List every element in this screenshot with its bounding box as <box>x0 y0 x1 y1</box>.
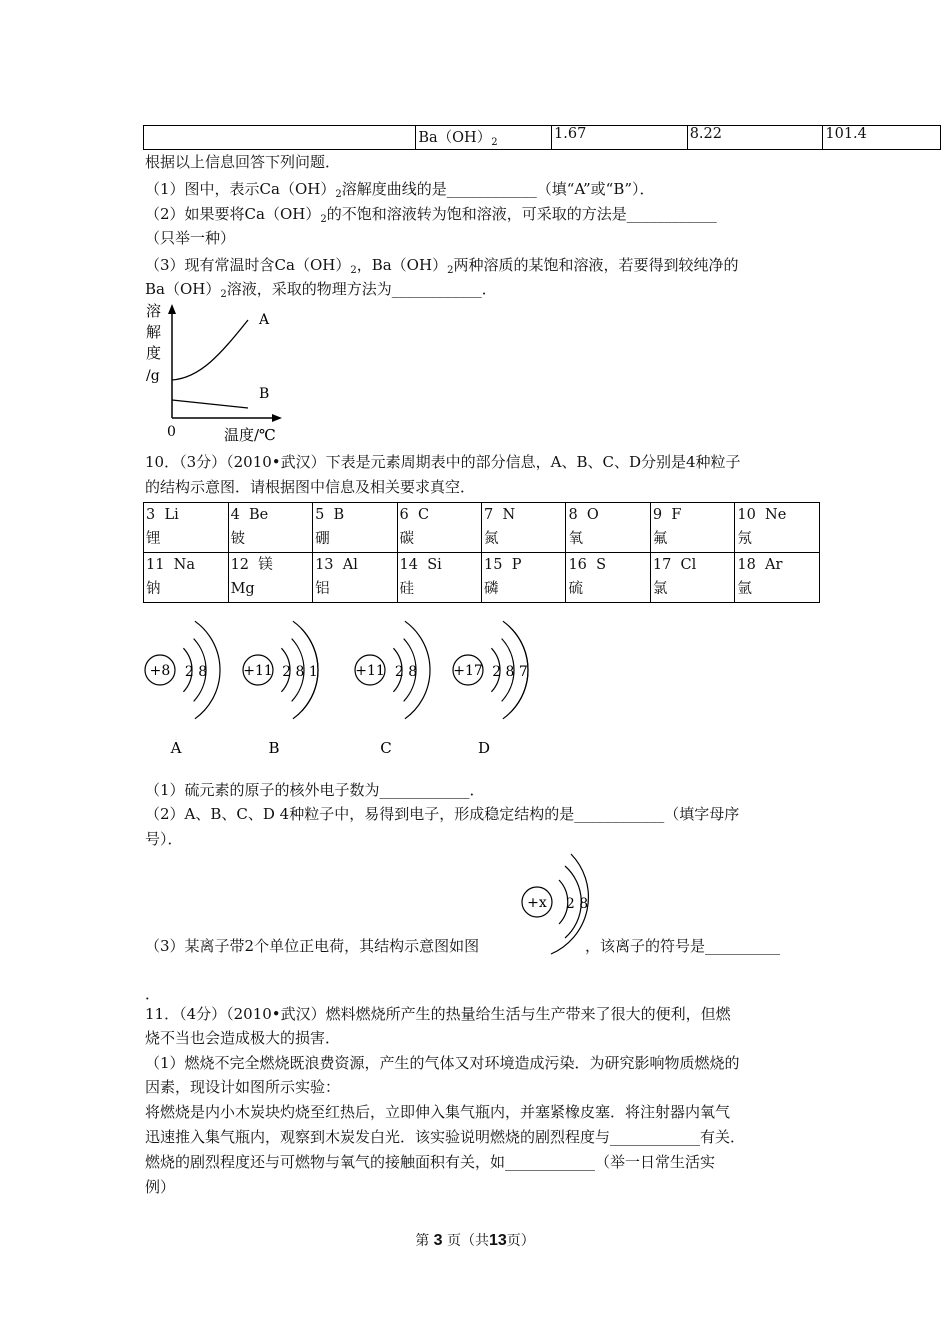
total-pages: 13 <box>489 1232 507 1249</box>
atom-nucleus-label: +17 <box>453 663 483 679</box>
atom-nucleus-label: +11 <box>243 663 273 679</box>
curve-b-label: B <box>259 386 270 402</box>
page-number: 3 <box>433 1232 443 1249</box>
element-name: 铝 <box>315 581 330 597</box>
footer-text: 页（共 <box>447 1233 489 1249</box>
atom-B <box>243 621 318 757</box>
y-label-char: /g <box>146 368 160 384</box>
q10-sub3-end: ． <box>145 985 161 1003</box>
element-cell <box>482 503 566 553</box>
q2-text: 的不饱和溶液转为饱和溶液，可采取的方法是____________ <box>326 205 717 223</box>
question-3 <box>145 256 738 280</box>
y-label-char: 溶 <box>146 302 162 320</box>
table-cell <box>144 126 416 150</box>
atom-label: B <box>268 739 280 757</box>
q3-text: 溶液，采取的物理方法为____________． <box>226 280 497 298</box>
question-2-note: （只举一种） <box>145 229 236 247</box>
q10-sub3: （3）某离子带2个单位正电荷，其结构示意图如图 <box>145 937 480 955</box>
question-1 <box>145 180 655 204</box>
element-number-symbol: 3 Li <box>146 507 179 523</box>
element-cell <box>650 553 735 603</box>
element-name: 碳 <box>399 531 415 547</box>
q10-line2: 的结构示意图．请根据图中信息及相关要求真空． <box>145 478 476 496</box>
element-cell <box>735 503 820 553</box>
q1-text: 溶解度曲线的是____________（填“A”或“B”）． <box>341 180 655 198</box>
element-name: 锂 <box>146 531 161 547</box>
element-number-symbol: 11 Na <box>146 557 196 573</box>
q11-line2: 烧不当也会造成极大的损害． <box>145 1029 341 1047</box>
atom-label: A <box>170 739 182 757</box>
origin-label: 0 <box>167 424 176 440</box>
curve-a <box>172 320 248 380</box>
element-number-symbol: 7 N <box>484 507 516 523</box>
element-number-symbol: 4 Be <box>230 507 269 523</box>
electron-counts: 2 8 1 <box>282 664 318 680</box>
atom-nucleus-label: +11 <box>355 663 385 679</box>
ion-electrons: 2 8 <box>565 896 589 912</box>
q3-text: Ba（OH） <box>145 280 221 298</box>
subscript: 2 <box>335 189 342 200</box>
atom-D <box>453 621 528 757</box>
q11-line6: 迅速推入集气瓶内，观察到木炭发白光．该实验说明燃烧的剧烈程度与____________有关． <box>145 1128 746 1146</box>
element-name: 氟 <box>652 531 668 547</box>
element-cell <box>482 553 566 603</box>
q10-line1: 10．（3分）（2010•武汉）下表是元素周期表中的部分信息，A、B、C、D分别是4种粒子 <box>145 453 741 471</box>
element-cell <box>650 503 735 553</box>
q2-text: （2）如果要将Ca（OH） <box>145 205 321 223</box>
footer-text: 第 <box>415 1233 430 1249</box>
element-cell <box>144 553 229 603</box>
y-axis-arrow <box>168 304 176 314</box>
page-footer <box>0 1230 950 1250</box>
element-cell <box>228 503 312 553</box>
table-cell: 1.67 <box>552 126 688 150</box>
curve-b <box>172 400 248 408</box>
q11-line8: 例） <box>145 1178 176 1196</box>
ion-nucleus-label: +x <box>527 895 547 911</box>
element-number-symbol: 16 S <box>568 557 607 573</box>
element-name: 铍 <box>230 531 246 547</box>
table-row <box>144 503 820 553</box>
electron-counts: 2 8 <box>184 664 208 680</box>
atom-C <box>355 621 430 757</box>
question-2 <box>145 205 717 229</box>
curve-a-label: A <box>259 312 270 328</box>
table-cell <box>416 126 552 150</box>
element-cell <box>144 503 229 553</box>
atom-diagrams <box>140 605 550 765</box>
q3-text: ，Ba（OH） <box>356 256 448 274</box>
element-number-symbol: 10 Ne <box>737 507 787 523</box>
element-cell <box>313 503 397 553</box>
q3-text: （3）现有常温时含Ca（OH） <box>145 256 351 274</box>
element-number-symbol: 9 F <box>652 507 682 523</box>
element-name: 氩 <box>737 581 752 597</box>
element-cell <box>735 553 820 603</box>
element-number-symbol: 18 Ar <box>737 557 783 573</box>
q11-line3: （1）燃烧不完全燃烧既浪费资源，产生的气体又对环境造成污染．为研究影响物质燃烧的 <box>145 1054 740 1072</box>
subscript: 2 <box>491 137 498 148</box>
q10-sub3-cont: ，该离子的符号是__________ <box>585 937 781 955</box>
element-cell <box>566 503 650 553</box>
subscript: 2 <box>350 265 357 276</box>
y-label-char: 解 <box>146 323 162 341</box>
y-label-char: 度 <box>146 344 162 362</box>
element-number-symbol: 12 镁 <box>230 557 273 573</box>
element-number-symbol: 8 O <box>568 507 599 523</box>
element-name: Mg <box>230 581 255 597</box>
element-name: 氮 <box>484 531 499 547</box>
cell-text: Ba（OH） <box>418 130 492 146</box>
subscript: 2 <box>220 289 227 300</box>
element-number-symbol: 15 P <box>484 557 522 573</box>
element-cell <box>397 553 481 603</box>
atom-nucleus-label: +8 <box>149 663 171 679</box>
element-name: 氯 <box>652 581 668 597</box>
element-number-symbol: 17 Cl <box>652 557 697 573</box>
element-cell <box>397 503 481 553</box>
periodic-table <box>143 502 820 603</box>
electron-counts: 2 8 7 <box>492 664 528 680</box>
q3-text: 两种溶质的某饱和溶液，若要得到较纯净的 <box>453 256 739 274</box>
atom-label: C <box>380 739 392 757</box>
q10-sub1: （1）硫元素的原子的核外电子数为____________． <box>145 781 485 799</box>
element-cell <box>566 553 650 603</box>
table-row <box>144 553 820 603</box>
electron-counts: 2 8 <box>394 664 418 680</box>
table-cell: 8.22 <box>687 126 823 150</box>
subscript: 2 <box>447 265 454 276</box>
element-cell <box>313 553 397 603</box>
atom-A <box>145 621 220 757</box>
solubility-graph <box>140 300 290 445</box>
q11-line1: 11．（4分）（2010•武汉）燃料燃烧所产生的热量给生活与生产带来了很大的便利，但燃 <box>145 1005 731 1023</box>
element-name: 硅 <box>399 581 415 597</box>
q10-sub2-cont: 号）． <box>145 830 183 848</box>
element-name: 硼 <box>315 531 330 547</box>
ba-oh-table <box>143 125 941 150</box>
q11-line7: 燃烧的剧烈程度还与可燃物与氧气的接触面积有关，如____________（举一日常生活实 <box>145 1153 716 1171</box>
footer-text: 页） <box>506 1233 535 1249</box>
atom-label: D <box>477 739 491 757</box>
q11-line4: 因素，现设计如图所示实验： <box>145 1078 341 1096</box>
element-name: 氖 <box>737 531 752 547</box>
ion-diagram <box>515 850 595 960</box>
q10-sub2: （2）A、B、C、D 4种粒子中，易得到电子，形成稳定结构的是____________（填字母序 <box>145 805 740 823</box>
element-name: 硫 <box>568 581 583 597</box>
q11-line5: 将燃烧是内小木炭块灼烧至红热后，立即伸入集气瓶内，并塞紧橡皮塞．将注射器内氧气 <box>145 1103 731 1121</box>
intro-text: 根据以上信息回答下列问题． <box>145 153 341 171</box>
element-number-symbol: 13 Al <box>315 557 358 573</box>
element-name: 磷 <box>484 581 499 597</box>
element-number-symbol: 6 C <box>399 507 430 523</box>
element-number-symbol: 14 Si <box>399 557 442 573</box>
element-cell <box>228 553 312 603</box>
x-axis-arrow <box>272 414 282 422</box>
subscript: 2 <box>320 214 327 225</box>
element-name: 氧 <box>568 531 583 547</box>
q1-text: （1）图中，表示Ca（OH） <box>145 180 336 198</box>
x-axis-label: 温度/℃ <box>224 426 276 444</box>
table-cell: 101.4 <box>823 126 941 150</box>
element-name: 钠 <box>146 581 161 597</box>
element-number-symbol: 5 B <box>315 507 345 523</box>
